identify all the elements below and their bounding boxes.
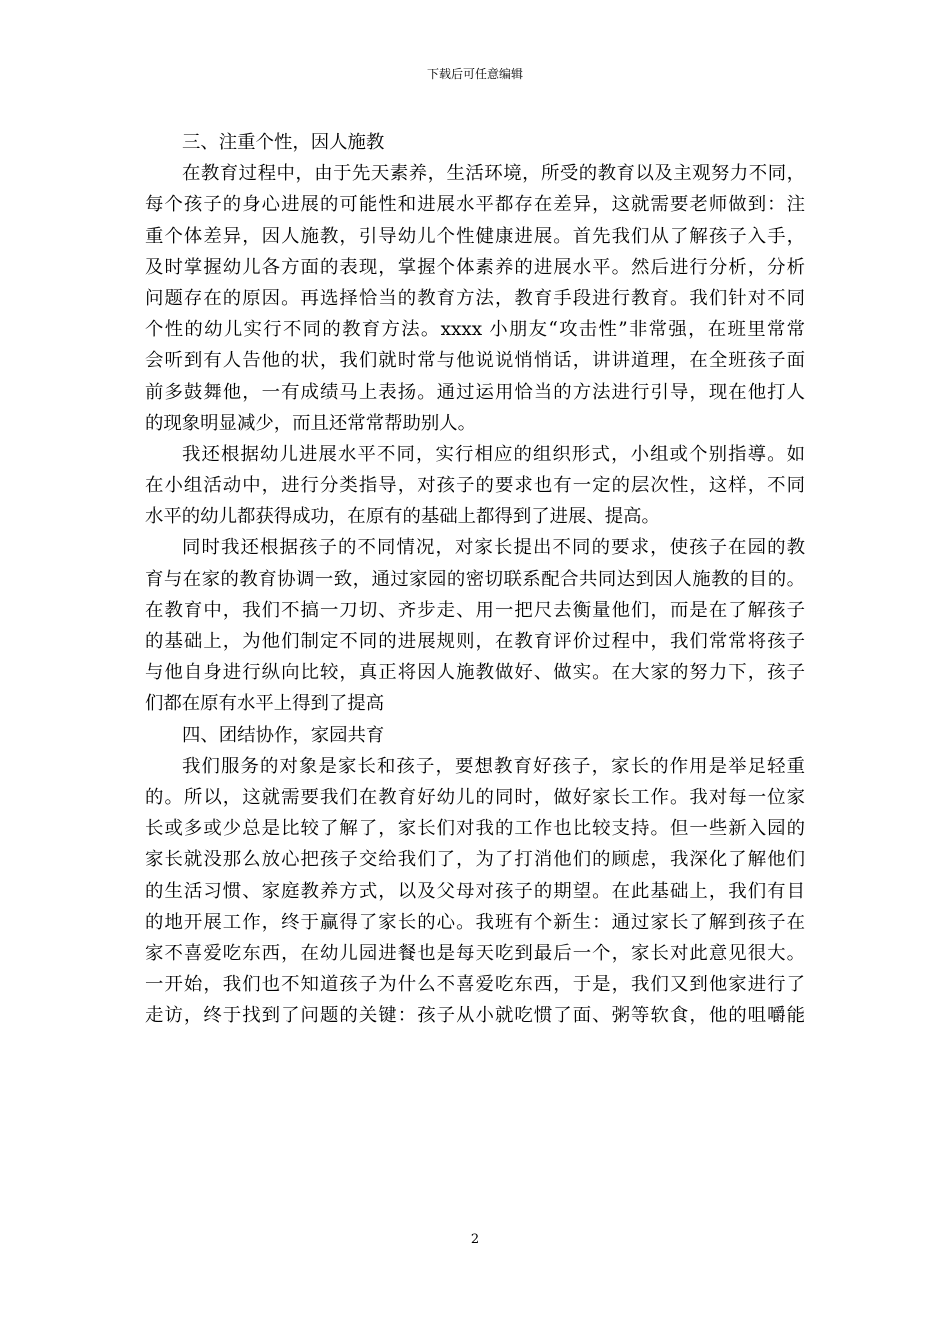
paragraph-line: 长或多或少总是比较了解了，家长们对我的工作也比较支持。但一些新入园的 (145, 818, 805, 840)
document-body (145, 127, 805, 1031)
paragraph-line: 在小组活动中，进行分类指导，对孩子的要求也有一定的层次性，这样，不同 (145, 475, 805, 497)
paragraph-line: 在教育中，我们不搞一刀切、齐步走、用一把尺去衡量他们，而是在了解孩子 (145, 599, 805, 621)
paragraph-line: 的生活习惯、家庭教养方式，以及父母对孩子的期望。在此基础上，我们有目 (145, 880, 805, 902)
paragraph-line: 水平的幼儿都获得成功，在原有的基础上都得到了进展、提高。 (145, 506, 660, 528)
section-heading-3: 三、注重个性，因人施教 (182, 132, 385, 153)
paragraph-line: 们都在原有水平上得到了提高 (145, 693, 385, 715)
paragraph-line: 家不喜爱吃东西，在幼儿园进餐也是每天吃到最后一个，家长对此意见很大。 (145, 942, 805, 964)
page-header: 下载后可任意编辑 (426, 67, 523, 81)
section-heading-4: 四、团结协作，家园共育 (182, 724, 385, 746)
paragraph-line: 每个孩子的身心进展的可能性和进展水平都存在差异，这就需要老师做到：注 (145, 194, 805, 216)
paragraph-line: 我还根据幼儿进展水平不同，实行相应的组织形式，小组或个别指導。如 (182, 443, 805, 465)
paragraph-line: 的基础上，为他们制定不同的进展规则，在教育评价过程中，我们常常将孩子 (145, 631, 805, 652)
paragraph-line: 的地开展工作，终于赢得了家长的心。我班有个新生：通过家长了解到孩子在 (145, 911, 805, 933)
paragraph-line: 我们服务的对象是家长和孩子，要想教育好孩子，家长的作用是举足轻重 (182, 755, 805, 777)
paragraph-line: 重个体差异，因人施教，引导幼儿个性健康进展。首先我们从了解孩子入手， (145, 225, 805, 247)
paragraph-line: 问题存在的原因。再选择恰当的教育方法，教育手段进行教育。我们针对不同 (145, 287, 805, 309)
paragraph-line: 一开始，我们也不知道孩子为什么不喜爱吃东西，于是，我们又到他家进行了 (145, 974, 805, 996)
paragraph-line: 家长就没那么放心把孩子交给我们了，为了打消他们的顾虑，我深化了解他们 (145, 849, 805, 871)
paragraph-line: 的。所以，这就需要我们在教育好幼儿的同时，做好家长工作。我对每一位家 (145, 786, 805, 808)
paragraph-line: 会听到有人告他的状，我们就时常与他说说悄悄话，讲讲道理，在全班孩子面 (145, 350, 805, 372)
paragraph-line: 个性的幼儿实行不同的教育方法。xxxx 小朋友“攻击性”非常强，在班里常常 (145, 319, 805, 341)
paragraph-line: 的现象明显减少，而且还常常帮助别人。 (145, 412, 477, 434)
paragraph-line: 与他自身进行纵向比较，真正将因人施教做好、做实。在大家的努力下，孩子 (145, 662, 805, 684)
paragraph-line: 走访，终于找到了问题的关键：孩子从小就吃惯了面、粥等软食，他的咀嚼能 (145, 1005, 805, 1027)
paragraph-line: 及时掌握幼儿各方面的表现，掌握个体素养的进展水平。然后进行分析，分析 (145, 256, 805, 278)
page-number: 2 (470, 1232, 480, 1247)
paragraph-line: 在教育过程中，由于先天素养，生活环境，所受的教育以及主观努力不同， (182, 163, 805, 185)
paragraph-line: 前多鼓舞他，一有成绩马上表扬。通过运用恰当的方法进行引导，现在他打人 (145, 381, 805, 403)
paragraph-line: 育与在家的教育协调一致，通过家园的密切联系配合共同达到因人施教的目的。 (145, 568, 805, 590)
paragraph-line: 同时我还根据孩子的不同情况，对家长提出不同的要求，使孩子在园的教 (182, 537, 805, 559)
